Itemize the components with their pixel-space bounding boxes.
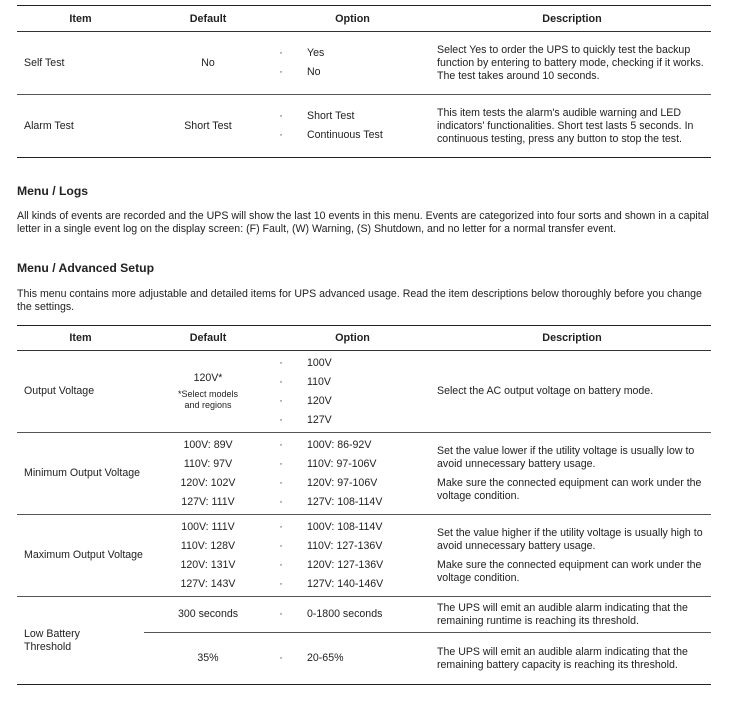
default-output-voltage (144, 351, 272, 433)
col-item-header: Item (69, 12, 92, 25)
table-row-low-battery-runtime (17, 597, 711, 633)
advanced-paragraph: This menu contains more adjustable and detailed items for UPS advanced usage. Read the item descriptions below thoroughly before you change the settings. (17, 288, 702, 313)
bullet: · (279, 356, 283, 369)
defaults-max-output-voltage (144, 515, 272, 597)
description-output-voltage: Select the AC output voltage on battery mode. (437, 385, 654, 397)
advanced-heading: Menu / Advanced Setup (17, 261, 155, 275)
options-output-voltage (272, 351, 433, 433)
option-127v: 127V (307, 413, 332, 426)
advanced-settings-table (17, 325, 711, 685)
default-value: 110V: 97V (183, 457, 233, 470)
bullet: · (279, 577, 283, 590)
option-110v: 110V (307, 375, 331, 388)
item-output-voltage: Output Voltage (24, 385, 95, 397)
test-settings-table (17, 5, 711, 158)
table-header-row (17, 326, 711, 351)
option-range: 20-65% (307, 652, 344, 664)
table-row-output-voltage (17, 351, 711, 433)
option-range: 110V: 97-106V (307, 457, 377, 470)
table-row-self-test (17, 32, 711, 95)
default-value: 100V: 111V (181, 520, 235, 533)
col-default-header: Default (189, 12, 227, 25)
default-value: 120V: 131V (180, 558, 236, 571)
default-self-test: No (201, 56, 215, 69)
description-line: Set the value higher if the utility voltage is usually high to avoid unnecessary battery usage. (437, 526, 703, 552)
default-runtime-threshold: 300 seconds (177, 608, 239, 620)
table-row-alarm-test (17, 95, 711, 158)
item-low-battery-threshold: Low Battery Threshold (17, 597, 144, 685)
option-range: 110V: 127-136V (307, 539, 383, 552)
bullet: · (279, 413, 283, 426)
default-value: 127V: 111V (181, 495, 235, 508)
default-value: 120V* (193, 372, 223, 384)
col-description-header: Description (542, 12, 602, 25)
bullet: · (279, 539, 283, 552)
description-max-output-voltage (433, 515, 711, 597)
bullet: · (279, 394, 283, 407)
defaults-min-output-voltage (144, 433, 272, 515)
option-runtime-threshold (272, 597, 433, 633)
bullet: · (279, 476, 283, 489)
option-no: No (307, 66, 321, 78)
table-header-row (17, 6, 711, 32)
description-runtime-threshold: The UPS will emit an audible alarm indicating that the remaining runtime is reaching its threshold. (437, 601, 688, 627)
option-range: 120V: 127-136V (307, 558, 384, 571)
bullet: · (279, 66, 283, 78)
default-value: 100V: 89V (183, 438, 233, 451)
options-min-output-voltage (272, 433, 433, 515)
table-row-max-output-voltage (17, 515, 711, 597)
bullet: · (279, 438, 283, 451)
description-line: Make sure the connected equipment can work under the voltage condition. (437, 558, 702, 584)
option-range: 127V: 140-146V (307, 577, 384, 590)
bullet: · (279, 495, 283, 508)
options-max-output-voltage (272, 515, 433, 597)
option-continuous-test: Continuous Test (307, 129, 383, 141)
option-range: 120V: 97-106V (307, 476, 378, 489)
col-description-header: Description (542, 332, 602, 344)
bullet: · (279, 520, 283, 533)
option-capacity-threshold (272, 633, 433, 685)
option-120v: 120V (307, 394, 332, 407)
option-yes: Yes (307, 47, 325, 59)
bullet: · (279, 110, 283, 122)
bullet: · (279, 652, 283, 664)
option-range: 100V: 86-92V (307, 438, 372, 451)
bullet: · (279, 608, 283, 620)
default-value: 120V: 102V (180, 476, 236, 489)
options-alarm-test (272, 95, 433, 158)
description-line: Make sure the connected equipment can work under the voltage condition. (437, 476, 702, 502)
bullet: · (279, 457, 283, 470)
bullet: · (279, 558, 283, 571)
col-item-header: Item (69, 332, 92, 344)
col-option-header: Option (335, 332, 370, 344)
item-self-test: Self Test (24, 56, 65, 69)
default-value: 110V: 128V (180, 539, 236, 552)
bullet: · (279, 129, 283, 141)
option-range: 0-1800 seconds (307, 608, 383, 620)
col-default-header: Default (189, 332, 227, 344)
item-max-output-voltage: Maximum Output Voltage (24, 549, 143, 561)
description-alarm-test: This item tests the alarm's audible warning and LED indicators' functionalities. Short test lasts 5 seconds. In continuous testing, press any button to stop the test. (437, 106, 694, 145)
options-self-test (272, 32, 433, 95)
item-alarm-test: Alarm Test (24, 119, 74, 132)
logs-paragraph: All kinds of events are recorded and the UPS will show the last 10 events in this menu. Events are categorized into four sorts and shown in a capital letter in a single event log on the display screen: (F) Fault, (W) Warning, (S) Shutdown, and no letter for a normal transfer event. (17, 210, 709, 235)
logs-heading: Menu / Logs (17, 184, 89, 198)
bullet: · (279, 47, 283, 59)
item-min-output-voltage: Minimum Output Voltage (24, 467, 140, 479)
option-range: 127V: 108-114V (307, 495, 383, 508)
col-option-header: Option (335, 12, 370, 25)
table-row-min-output-voltage (17, 433, 711, 515)
option-short-test: Short Test (307, 110, 355, 122)
description-min-output-voltage (433, 433, 711, 515)
option-range: 100V: 108-114V (307, 520, 383, 533)
default-value: 127V: 143V (180, 577, 236, 590)
description-capacity-threshold: The UPS will emit an audible alarm indicating that the remaining battery capacity is reaching its threshold. (437, 645, 688, 671)
default-footnote: *Select models and regions (177, 389, 239, 410)
default-alarm-test: Short Test (184, 119, 232, 132)
description-line: Set the value lower if the utility voltage is usually low to avoid unnecessary battery usage. (437, 444, 695, 470)
description-self-test: Select Yes to order the UPS to quickly test the backup function by entering to battery mode, checking if it works. The test takes around 10 seconds. (437, 43, 704, 82)
bullet: · (279, 375, 283, 388)
option-100v: 100V (307, 356, 332, 369)
default-capacity-threshold: 35% (197, 652, 219, 664)
